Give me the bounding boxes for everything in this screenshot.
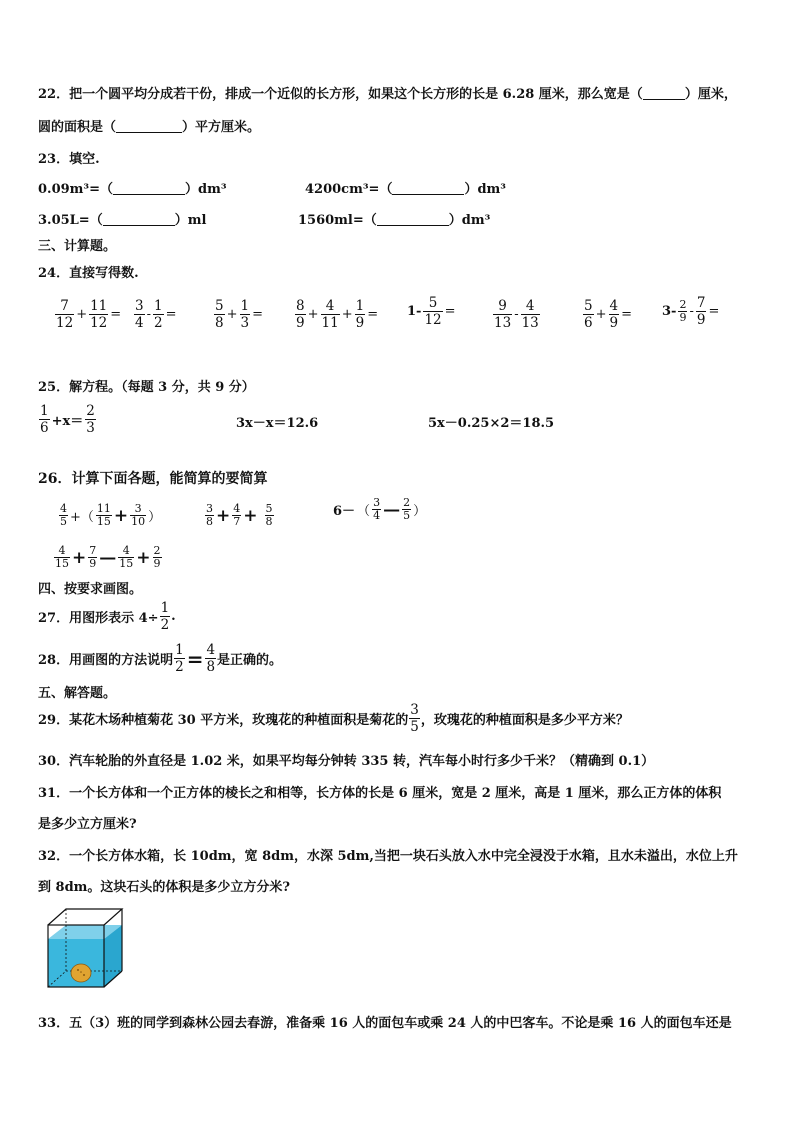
q26-expr-1: $\frac{4}{5}$ +（ $\frac{11}{15}$ + $\frac{3}{10}$ ） xyxy=(60,502,162,528)
answer-blank[interactable] xyxy=(643,86,685,100)
stone-icon xyxy=(71,964,91,982)
q26-expr-4: $\frac{4}{15}$ + $\frac{7}{9}$ — $\frac{4}{15}$ + $\frac{2}{9}$ xyxy=(55,544,161,570)
q24-expr-3: $\frac{5}{8}$ + $\frac{1}{3}$ = xyxy=(215,298,263,331)
q23-title: 23．填空. xyxy=(38,152,100,167)
q24-expr-7: $\frac{5}{6}$ + $\frac{4}{9}$ = xyxy=(584,298,632,331)
q24-expr-2: $\frac{3}{4}$ - $\frac{1}{2}$ = xyxy=(135,298,177,331)
section-4-heading: 四、按要求画图。 xyxy=(38,582,143,597)
q24-expr-5: 1- $\frac{5}{12}$ = xyxy=(407,295,456,328)
q23-b2: 1560ml=（ ）dm³ xyxy=(298,213,491,228)
section-3-heading: 三、计算题。 xyxy=(38,239,117,254)
q24-expr-1: $\frac{7}{12}$ + $\frac{11}{12}$ = xyxy=(56,298,122,331)
q25-equation-3: 5x－0.25×2＝18.5 xyxy=(428,416,555,431)
q28: 28．用画图的方法说明 $\frac{1}{2}$ = $\frac{4}{8}$ 是正确的。 xyxy=(38,642,283,675)
section-5-heading: 五、解答题。 xyxy=(38,686,117,701)
water-tank-figure xyxy=(46,907,128,989)
q29: 29．某花木场种植菊花 30 平方米，玫瑰花的种植面积是菊花的 $\frac{3}{5}$ ，玫瑰花的种植面积是多少平方米？ xyxy=(38,702,629,735)
q24-title: 24．直接写得数. xyxy=(38,266,139,281)
q31-line1: 31．一个长方体和一个正方体的棱长之和相等，长方体的长是 6 厘米，宽是 2 厘米，高是 1 厘米，那么正方体的体积 xyxy=(38,786,722,801)
q31-line2: 是多少立方厘米? xyxy=(38,817,137,832)
answer-blank[interactable] xyxy=(116,119,182,133)
q33: 33．五（3）班的同学到森林公园去春游，准备乘 16 人的面包车或乘 24 人的中巴客车。不论是乘 16 人的面包车还是 xyxy=(38,1016,732,1031)
q23-b1: 3.05L=（ ）ml xyxy=(38,213,207,228)
answer-blank[interactable] xyxy=(392,181,464,195)
q22-line1: 22．把一个圆平均分成若干份，排成一个近似的长方形，如果这个长方形的长是 6.28 厘米，那么宽是（ ）厘米， xyxy=(38,87,737,102)
q27: 27．用图形表示 4÷ $\frac{1}{2}$ . xyxy=(38,600,176,633)
q30: 30．汽车轮胎的外直径是 1.02 米，如果平均每分钟转 335 转，汽车每小时行多少千米？（精确到 0.1） xyxy=(38,754,655,769)
q25-equation-2: 3x－x＝12.6 xyxy=(236,416,319,431)
q25-equation-1: $\frac{1}{6}$ +x＝ $\frac{2}{3}$ xyxy=(40,403,95,436)
q26-title: 26．计算下面各题，能简算的要简算 xyxy=(38,471,268,487)
q32-line2: 到 8dm。这块石头的体积是多少立方分米? xyxy=(38,880,291,895)
q22-line2: 圆的面积是（ ）平方厘米。 xyxy=(38,120,261,135)
answer-blank[interactable] xyxy=(103,212,175,226)
q32-line1: 32．一个长方体水箱，长 10dm，宽 8dm，水深 5dm,当把一块石头放入水中完全浸没于水箱，且水未溢出，水位上升 xyxy=(38,849,738,864)
q23-a1: 0.09m³=（ ）dm³ xyxy=(38,182,227,197)
q26-expr-3: 6－ （ $\frac{3}{4}$ — $\frac{2}{5}$ ） xyxy=(333,496,427,522)
q24-expr-6: $\frac{9}{13}$ - $\frac{4}{13}$ xyxy=(494,298,539,331)
q24-expr-4: $\frac{8}{9}$ + $\frac{4}{11}$ + $\frac{1}{9}$ = xyxy=(296,298,379,331)
answer-blank[interactable] xyxy=(113,181,185,195)
answer-blank[interactable] xyxy=(377,212,449,226)
q24-expr-8: 3- $\frac{2}{9}$ - $\frac{7}{9}$ = xyxy=(662,295,720,328)
q26-expr-2: $\frac{3}{8}$ + $\frac{4}{7}$ + $\frac{5}{8}$ xyxy=(206,502,273,528)
q25-title: 25．解方程。（每题 3 分，共 9 分） xyxy=(38,380,255,395)
q23-a2: 4200cm³=（ ）dm³ xyxy=(305,182,506,197)
